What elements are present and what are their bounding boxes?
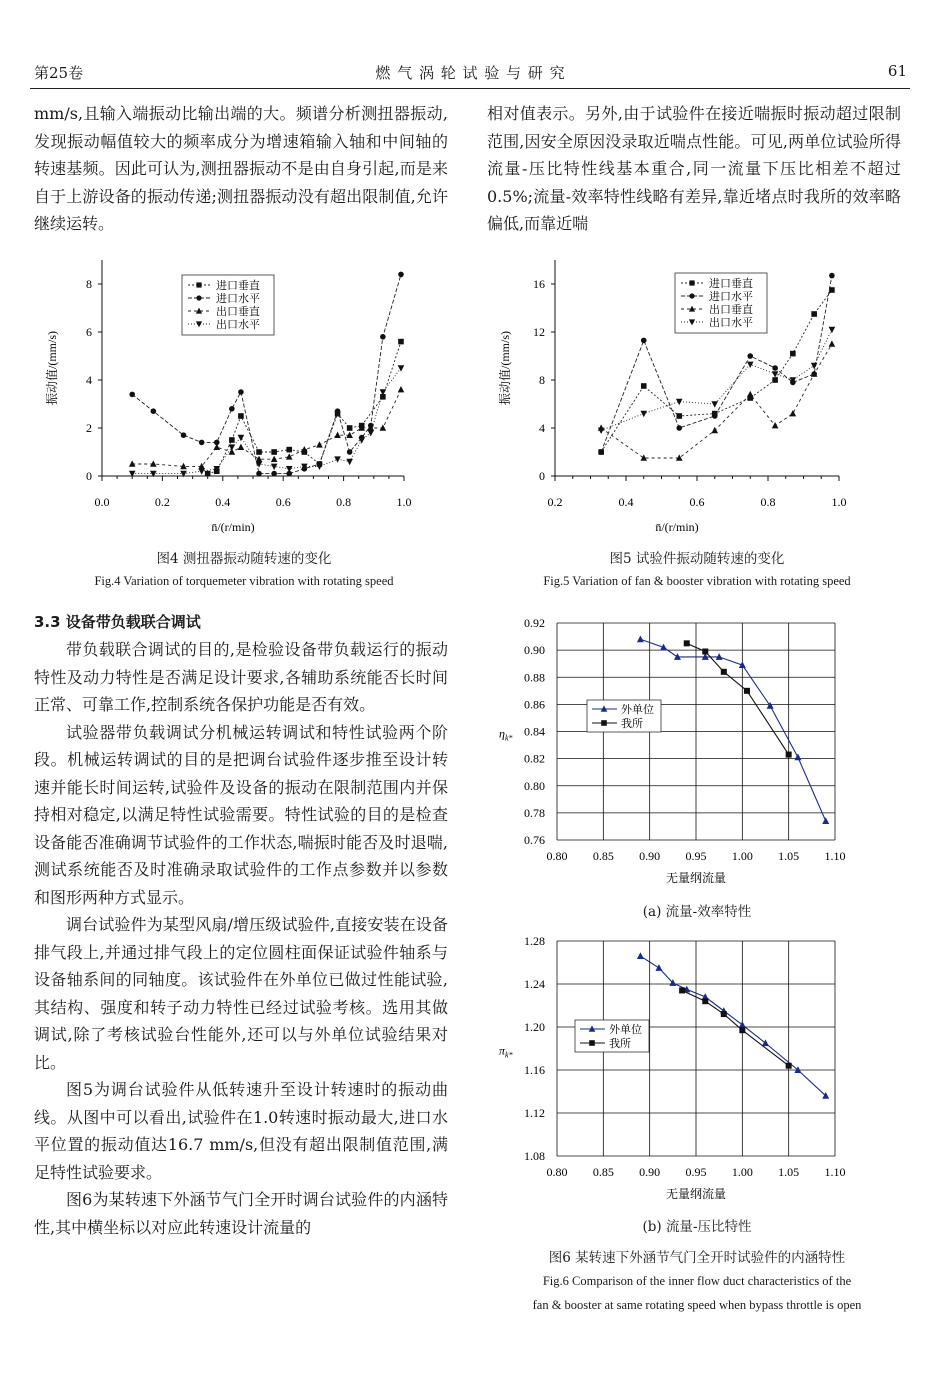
data-point <box>398 272 404 278</box>
data-point <box>676 399 683 405</box>
data-point <box>198 468 205 474</box>
y-tick-label: 0 <box>86 469 92 483</box>
data-point <box>721 669 727 675</box>
data-point <box>829 273 835 279</box>
left-column-top-text <box>34 100 448 238</box>
legend-label: 外单位 <box>609 1024 642 1036</box>
y-tick-label: 0.92 <box>524 616 545 630</box>
x-axis-label: n̄/(r/min) <box>655 520 699 534</box>
data-point <box>786 752 792 758</box>
y-tick-label: 4 <box>539 421 545 435</box>
data-point <box>655 964 662 971</box>
data-point <box>229 406 235 412</box>
data-point <box>641 383 647 389</box>
x-tick-label: 0.80 <box>546 849 568 863</box>
fig4-caption-cn: 图4 测扭器振动随转速的变化 <box>156 551 332 567</box>
data-point <box>702 648 708 654</box>
data-point <box>271 456 278 462</box>
x-tick-label: 0.0 <box>94 495 110 509</box>
legend-label: 进口垂直 <box>709 278 753 290</box>
data-point <box>637 635 644 642</box>
data-point <box>367 430 374 436</box>
series-line <box>687 643 789 754</box>
data-point <box>721 1011 727 1017</box>
data-point <box>829 327 836 333</box>
legend-label: 我所 <box>621 718 643 730</box>
data-point <box>637 952 644 959</box>
data-point <box>229 437 235 443</box>
data-point <box>772 371 779 377</box>
journal-volume: 第25卷 <box>34 64 84 82</box>
data-point <box>598 449 604 455</box>
data-point <box>702 998 708 1004</box>
x-tick-label: 0.8 <box>336 495 352 509</box>
x-axis-label: 无量纲流量 <box>665 871 727 885</box>
data-point <box>286 453 293 459</box>
y-tick-label: 0.90 <box>524 643 545 658</box>
fig6-caption-en-2: fan & booster at same rotating speed when bypass throttle is open <box>532 1298 862 1312</box>
data-point <box>589 1040 595 1046</box>
paragraph: 图5为调台试验件从低转速升至设计转速时的振动曲线。从图中可以看出,试验件在1.0转速时振动最大,进口水平位置的振动值达16.7 mm/s,但没有超出限制值范围,满足特性试验要求。 <box>34 1080 448 1182</box>
data-point <box>334 432 341 438</box>
y-tick-label: 12 <box>533 325 545 339</box>
series-line <box>640 639 825 821</box>
fig5-caption-cn: 图5 试验件振动随转速的变化 <box>609 551 785 567</box>
fig6-caption-cn: 图6 某转速下外涵节气门全开时试验件的内涵特性 <box>548 1250 846 1266</box>
page-number: 61 <box>887 62 907 80</box>
left-column-body <box>34 636 448 1241</box>
data-point <box>256 471 262 477</box>
data-point <box>822 817 829 824</box>
data-point <box>829 340 836 346</box>
data-point <box>286 447 292 453</box>
data-point <box>380 334 386 340</box>
legend-label: 出口水平 <box>709 317 753 329</box>
paragraph: 相对值表示。另外,由于试验件在接近喘振时振动超过限制范围,因安全原因没录取近喘点性能。可见,两单位试验所得流量-压比特性线基本重合,同一流量下压比相差不超过0.5%;流量-效率特性线略有差异,靠近堵点时我所的效率略偏低,而靠近喘 <box>487 104 901 233</box>
y-tick-label: 0.76 <box>524 833 545 847</box>
y-tick-label: 1.24 <box>524 977 545 991</box>
x-tick-label: 1.00 <box>731 849 753 863</box>
x-tick-label: 0.6 <box>689 495 705 509</box>
data-point <box>772 422 779 428</box>
y-tick-label: 2 <box>86 421 92 435</box>
right-column-top-text <box>487 100 901 238</box>
y-tick-label: 4 <box>86 373 92 387</box>
data-point <box>772 365 778 371</box>
data-point <box>762 1039 769 1046</box>
y-tick-label: 1.08 <box>524 1149 545 1163</box>
x-tick-label: 0.85 <box>592 1165 614 1179</box>
data-point <box>676 425 682 431</box>
data-point <box>641 338 647 344</box>
data-point <box>256 449 262 455</box>
legend-label: 进口水平 <box>709 291 753 303</box>
paragraph: 调台试验件为某型风扇/增压级试验件,直接安装在设备排气段上,并通过排气段上的定位圆柱面保证试验件轴系与设备轴系间的同轴度。该试验件在外单位已做过性能试验,其结构、强度和转子动力特性已经过试验考核。选用其做调试,除了考核试验台性能外,还可以与外单位试验结果对比。 <box>34 915 448 1072</box>
data-point <box>712 413 718 419</box>
x-tick-label: 0.6 <box>275 495 291 509</box>
paragraph: mm/s,且输入端振动比输出端的大。频谱分析测扭器振动,发现振动幅值较大的频率成分为增速箱输入轴和中间轴的转速基频。因此可认为,测扭器振动不是由自身引起,而是来自于上游设备的振动传递;测扭器振动没有超出限制值,允许继续运转。 <box>34 104 448 233</box>
data-point <box>238 444 245 450</box>
legend-label: 出口垂直 <box>709 304 753 316</box>
x-tick-label: 0.4 <box>618 495 634 509</box>
data-point <box>346 459 353 465</box>
fig4-chart <box>34 248 454 543</box>
x-tick-label: 0.2 <box>154 495 170 509</box>
data-point <box>772 377 778 383</box>
data-point <box>199 440 205 446</box>
x-tick-label: 1.10 <box>824 1165 846 1179</box>
data-point <box>689 280 694 285</box>
data-point <box>794 1066 801 1073</box>
data-point <box>679 987 685 993</box>
y-tick-label: 0.82 <box>524 751 545 766</box>
data-point <box>790 410 797 416</box>
x-tick-label: 0.85 <box>592 849 614 863</box>
data-point <box>739 1021 746 1028</box>
data-point <box>739 1027 745 1033</box>
data-point <box>334 456 341 462</box>
fig6a-chart <box>487 610 907 895</box>
data-point <box>347 425 353 431</box>
y-tick-label: 0.78 <box>524 805 545 820</box>
fig6a-subcaption: (a) 流量-效率特性 <box>642 904 752 920</box>
data-point <box>398 386 405 392</box>
data-point <box>238 413 244 419</box>
data-point <box>811 363 818 369</box>
header-rule <box>30 88 910 89</box>
y-tick-label: 0 <box>539 469 545 483</box>
y-tick-label: 1.28 <box>524 934 545 948</box>
data-point <box>711 401 718 407</box>
data-point <box>286 466 293 472</box>
legend-label: 我所 <box>609 1038 631 1050</box>
y-tick-label: 1.20 <box>524 1020 545 1034</box>
data-point <box>196 282 201 287</box>
y-axis-label: 振动值/(mm/s) <box>498 331 512 405</box>
data-point <box>271 449 277 455</box>
section-title: 3.3 设备带负载联合调试 <box>34 613 201 631</box>
data-point <box>790 351 796 357</box>
data-point <box>811 311 817 317</box>
x-tick-label: 1.0 <box>396 495 412 509</box>
fig6b-subcaption: (b) 流量-压比特性 <box>642 1219 752 1235</box>
x-tick-label: 0.95 <box>685 1165 707 1179</box>
data-point <box>711 427 718 433</box>
data-point <box>744 688 750 694</box>
fig4-caption-en: Fig.4 Variation of torquemeter vibration with rotating speed <box>94 574 394 588</box>
legend-label: 出口水平 <box>216 319 260 331</box>
fig5-caption-en: Fig.5 Variation of fan & booster vibration with rotating speed <box>543 574 851 588</box>
x-tick-label: 1.05 <box>778 1165 800 1179</box>
legend-label: 进口垂直 <box>216 280 260 292</box>
series-line <box>682 990 789 1065</box>
data-point <box>794 753 801 760</box>
paragraph: 试验器带负载调试分机械运转调试和特性试验两个阶段。机械运转调试的目的是把调台试验件逐步推至设计转速并能长时间运转,试验件及设备的振动在限制范围内并保持相对稳定,以满足特性试验需要。特性试验的目的是检查设备能否准确调节试验件的工作状态,喘振时能否及时退喘,测试系统能否及时准确录取试验件的工作点参数并以参数和图形两种方式显示。 <box>34 722 448 907</box>
x-tick-label: 0.95 <box>685 849 707 863</box>
y-axis-label: 振动值/(mm/s) <box>45 331 59 405</box>
x-tick-label: 0.90 <box>639 849 661 863</box>
data-point <box>689 293 694 298</box>
legend-label: 进口水平 <box>216 293 260 305</box>
data-point <box>271 471 277 477</box>
fig6-caption-en-1: Fig.6 Comparison of the inner flow duct characteristics of the <box>542 1274 852 1288</box>
data-point <box>676 413 682 419</box>
y-axis-label: $\eta_{k*}$ <box>499 726 513 743</box>
x-tick-label: 0.90 <box>639 1165 661 1179</box>
data-point <box>151 408 157 414</box>
data-point <box>316 441 323 447</box>
legend-label: 出口垂直 <box>216 306 260 318</box>
x-tick-label: 1.10 <box>824 849 846 863</box>
x-tick-label: 1.0 <box>831 495 847 509</box>
paragraph: 带负载联合调试的目的,是检验设备带负载运行的振动特性及动力特性是否满足设计要求,各辅助系统能否长时间正常、可靠工作,控制系统各保护功能是否有效。 <box>34 640 448 714</box>
data-point <box>786 1063 792 1069</box>
data-point <box>335 408 341 414</box>
fig5-chart <box>487 248 907 543</box>
y-tick-label: 8 <box>86 277 92 291</box>
data-point <box>747 353 753 359</box>
data-point <box>229 444 236 450</box>
series-line <box>640 956 825 1096</box>
x-tick-label: 0.4 <box>215 495 231 509</box>
data-point <box>196 295 201 300</box>
data-point <box>181 432 187 438</box>
x-axis-label: 无量纲流量 <box>665 1187 727 1201</box>
x-tick-label: 0.2 <box>547 495 563 509</box>
y-tick-label: 8 <box>539 373 545 387</box>
y-tick-label: 1.12 <box>524 1106 545 1120</box>
y-tick-label: 6 <box>86 325 92 339</box>
y-axis-label: $\pi_{k*}$ <box>499 1043 513 1060</box>
journal-title: 燃 气 涡 轮 试 验 与 研 究 <box>375 64 566 82</box>
y-tick-label: 0.80 <box>524 778 545 793</box>
data-point <box>213 444 220 450</box>
y-tick-label: 0.88 <box>524 670 545 685</box>
data-point <box>398 339 404 345</box>
paragraph: 图6为某转速下外涵节气门全开时调台试验件的内涵特性,其中横坐标以对应此转速设计流量的 <box>34 1190 448 1237</box>
data-point <box>747 391 754 397</box>
y-tick-label: 0.84 <box>524 724 545 739</box>
data-point <box>238 389 244 395</box>
data-point <box>684 640 690 646</box>
x-tick-label: 1.05 <box>778 849 800 863</box>
data-point <box>640 411 647 417</box>
x-tick-label: 0.8 <box>760 495 776 509</box>
y-tick-label: 0.86 <box>524 697 545 712</box>
data-point <box>129 392 135 398</box>
x-axis-label: n̄/(r/min) <box>211 520 255 534</box>
data-point <box>205 471 211 477</box>
series-line <box>132 368 401 474</box>
y-tick-label: 16 <box>533 277 545 291</box>
fig6b-chart <box>487 928 907 1213</box>
x-tick-label: 1.00 <box>731 1165 753 1179</box>
x-tick-label: 0.80 <box>546 1165 568 1179</box>
data-point <box>347 449 353 455</box>
legend-label: 外单位 <box>621 704 654 716</box>
y-tick-label: 1.16 <box>524 1063 545 1077</box>
data-point <box>601 720 607 726</box>
